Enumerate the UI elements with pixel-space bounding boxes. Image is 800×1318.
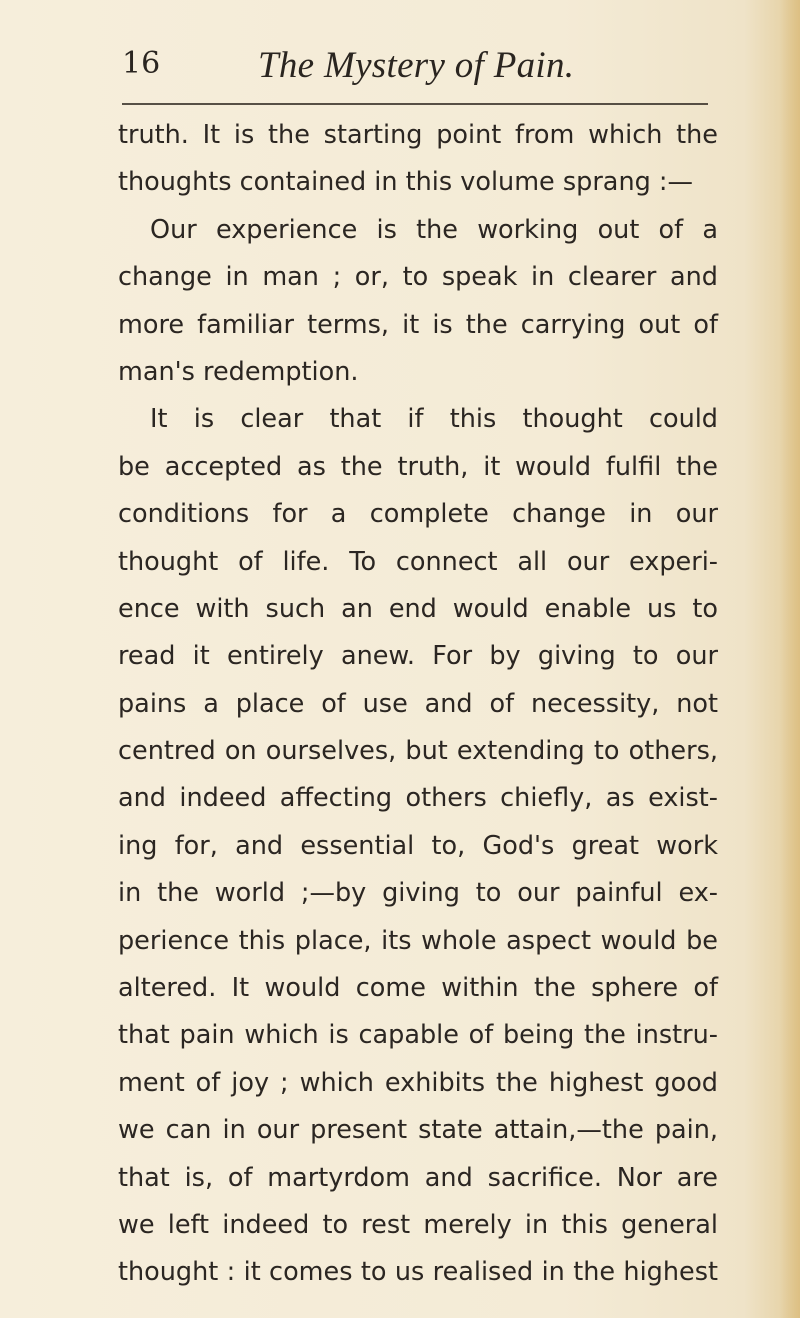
text-line: man's redemption. (118, 356, 359, 387)
text-line: conditions for a complete change in our (118, 499, 718, 530)
page-header (122, 40, 722, 100)
running-title: The Mystery of Pain. (258, 45, 575, 86)
text-line: that pain which is capable of being the instru- (118, 1020, 718, 1051)
body-text (118, 112, 718, 1297)
page-edge-shadow (780, 0, 800, 1318)
header-rule (122, 103, 708, 105)
text-line: ence with such an end would enable us to (118, 593, 718, 624)
text-line: and indeed affecting others chiefly, as exist- (118, 783, 718, 814)
text-line: pains a place of use and of necessity, not (118, 688, 718, 719)
text-line: centred on ourselves, but extending to others, (118, 736, 718, 767)
page-number: 16 (122, 46, 161, 81)
text-line: perience this place, its whole aspect would be (118, 925, 718, 956)
text-line: ment of joy ; which exhibits the highest good (118, 1067, 718, 1098)
text-line: Our experience is the working out of a (150, 214, 718, 245)
text-line: truth. It is the starting point from which the (118, 120, 718, 150)
text-line: in the world ;—by giving to our painful ex- (118, 878, 718, 909)
text-line: thought : it comes to us realised in the highest (118, 1257, 718, 1288)
text-line: altered. It would come within the sphere of (118, 973, 718, 1004)
text-line: more familiar terms, it is the carrying out of (118, 309, 718, 340)
text-line: thoughts contained in this volume sprang :— (118, 167, 693, 198)
text-line: we left indeed to rest merely in this general (118, 1209, 718, 1240)
text-line: that is, of martyrdom and sacrifice. Nor are (118, 1162, 718, 1193)
text-line: ing for, and essential to, God's great work (118, 830, 718, 861)
text-line: be accepted as the truth, it would fulfil the (118, 451, 718, 482)
text-line: change in man ; or, to speak in clearer and (118, 262, 718, 293)
text-line: thought of life. To connect all our experi- (118, 546, 718, 577)
text-line: It is clear that if this thought could (150, 404, 718, 435)
text-line: we can in our present state attain,—the pain, (118, 1115, 718, 1146)
text-line: read it entirely anew. For by giving to our (118, 641, 718, 672)
